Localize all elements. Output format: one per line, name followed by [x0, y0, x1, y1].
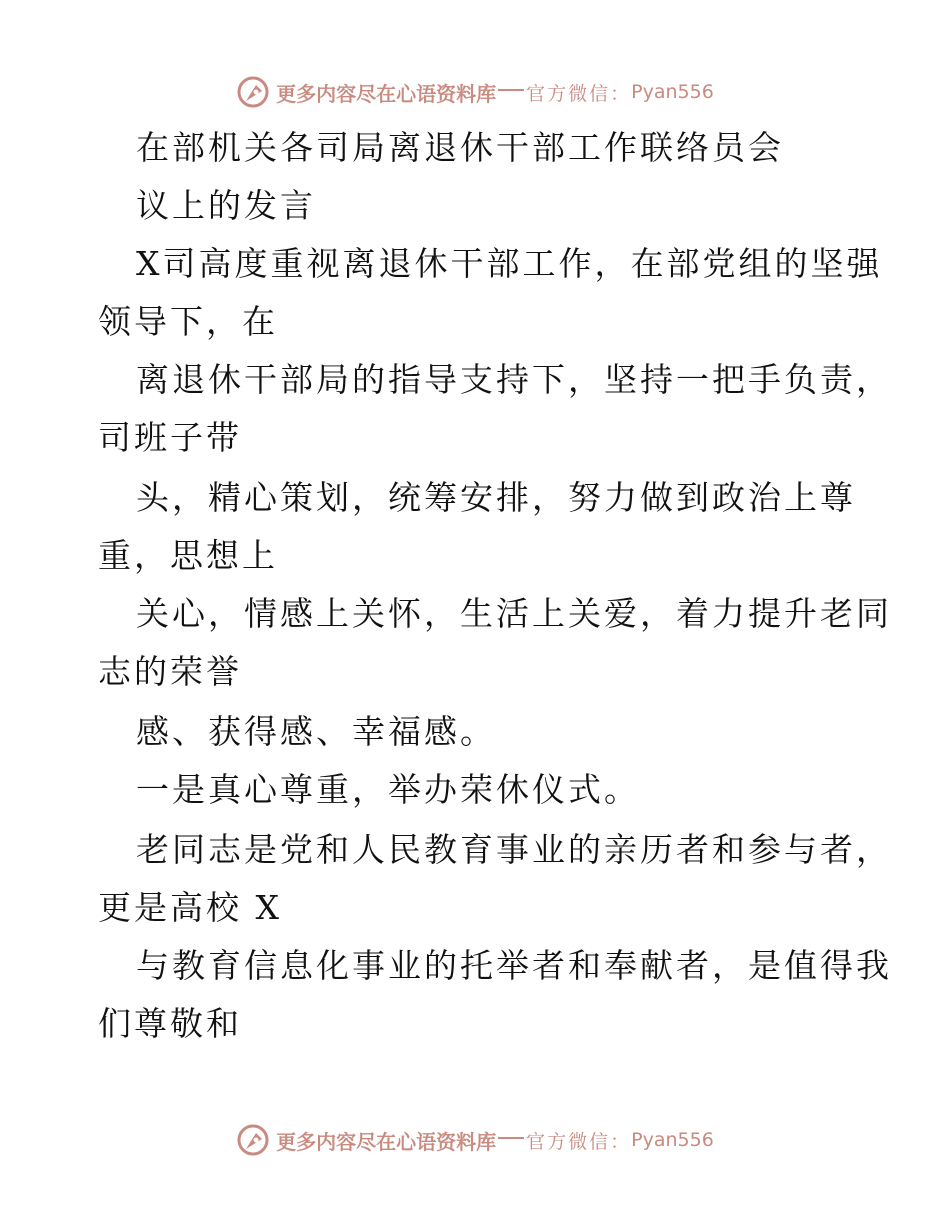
footer-watermark-banner — [0, 1118, 950, 1162]
title-line-1: 在部机关各司局离退休干部工作联络员会 — [136, 128, 784, 167]
banner-wechat-id: Pyan556 — [631, 81, 714, 103]
paragraph-line: 更是高校 X — [98, 888, 282, 927]
paragraph-line: 重，思想上 — [98, 536, 278, 575]
banner-main-text: 更多内容尽在心语资料库 — [276, 1129, 497, 1154]
banner-wechat-label: 官方微信： — [526, 82, 632, 105]
paragraph-line: X司高度重视离退休干部工作，在部党组的坚强 — [136, 244, 883, 283]
banner-dash — [498, 89, 524, 91]
paragraph-line: 离退休干部局的指导支持下，坚持一把手负责， — [136, 360, 892, 399]
paragraph-line: 头，精心策划，统筹安排，努力做到政治上尊 — [136, 478, 856, 517]
banner-main-text: 更多内容尽在心语资料库 — [276, 81, 497, 106]
title-line-2: 议上的发言 — [136, 186, 316, 225]
banner-dash — [498, 1137, 524, 1139]
paragraph-line: 与教育信息化事业的托举者和奉献者，是值得我 — [136, 946, 892, 985]
pen-nib-logo-icon — [236, 1123, 270, 1157]
paragraph-line: 志的荣誉 — [98, 652, 242, 691]
header-watermark-banner — [0, 70, 950, 114]
paragraph-line: 司班子带 — [98, 418, 242, 457]
paragraph-line: 感、获得感、幸福感。 — [136, 712, 496, 751]
paragraph-line: 们尊敬和 — [98, 1004, 242, 1043]
banner-wechat-label: 官方微信： — [526, 1130, 632, 1153]
pen-nib-logo-icon — [236, 75, 270, 109]
paragraph-line: 领导下，在 — [98, 302, 278, 341]
section-heading: 一是真心尊重，举办荣休仪式。 — [136, 770, 640, 809]
paragraph-line: 关心，情感上关怀，生活上关爱，着力提升老同 — [136, 594, 892, 633]
paragraph-line: 老同志是党和人民教育事业的亲历者和参与者， — [136, 830, 892, 869]
banner-wechat-id: Pyan556 — [631, 1129, 714, 1151]
